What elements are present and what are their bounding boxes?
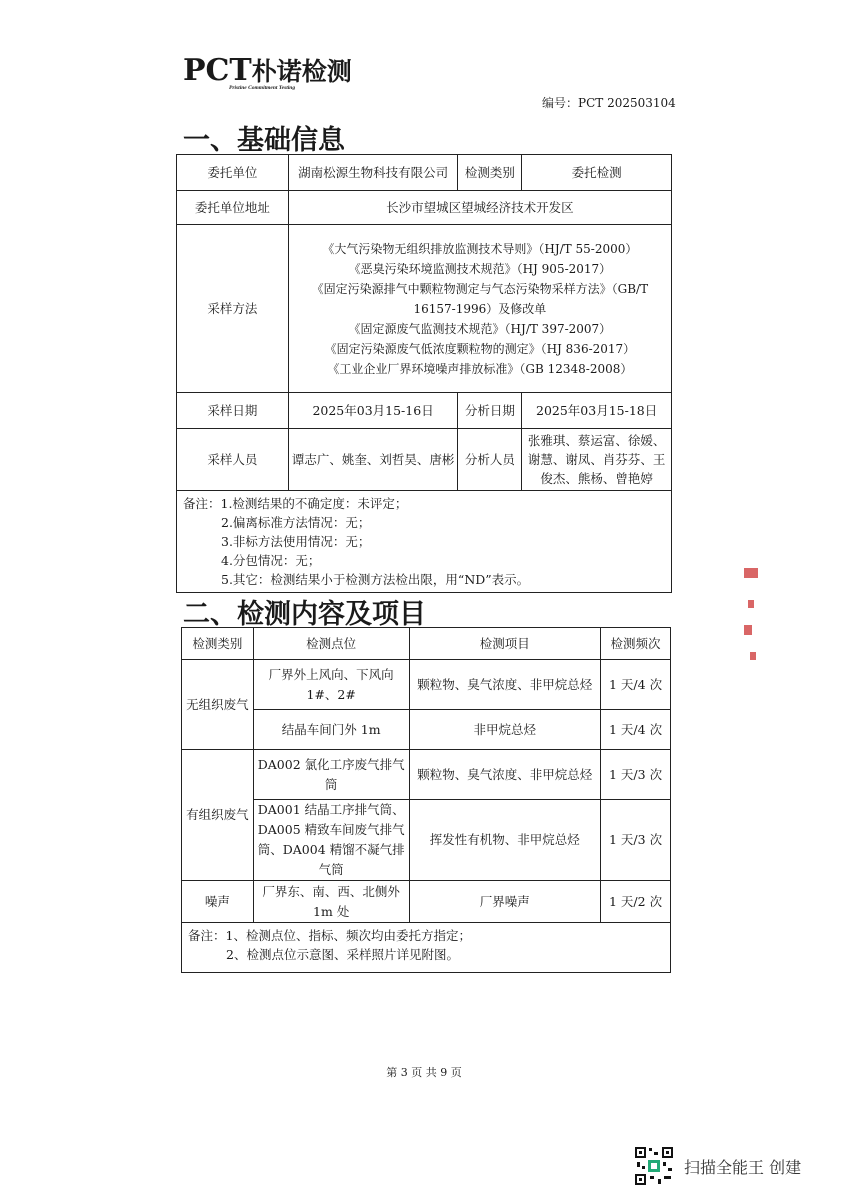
table-row — [182, 750, 671, 800]
test-content-table — [181, 627, 671, 973]
item-cell: 非甲烷总烃 — [409, 710, 601, 750]
method-item: 《工业企业厂界环境噪声排放标准》（GB 12348-2008） — [327, 361, 633, 376]
section2-notes: 备注：1、检测点位、指标、频次均由委托方指定； 2、检测点位示意图、采样照片详见附图。 — [182, 923, 671, 973]
table-row — [182, 660, 671, 710]
address-label: 委托单位地址 — [177, 191, 289, 225]
item-cell: 颗粒物、臭气浓度、非甲烷总烃 — [409, 750, 601, 800]
frequency-cell: 1 天/3 次 — [601, 800, 671, 881]
sampler-label: 采样人员 — [177, 429, 289, 491]
logo-latin: PCT — [183, 53, 252, 88]
item-cell: 颗粒物、臭气浓度、非甲烷总烃 — [409, 660, 601, 710]
seal-mark — [750, 652, 756, 660]
method-item: 《固定源废气监测技术规范》（HJ/T 397-2007） — [348, 321, 612, 336]
method-item: 《大气污染物无组织排放监测技术导则》（HJ/T 55-2000） — [322, 241, 638, 256]
frequency-cell: 1 天/4 次 — [601, 660, 671, 710]
point-cell: 结晶车间门外 1m — [253, 710, 409, 750]
method-item: 16157-1996）及修改单 — [413, 301, 547, 316]
sample-date-label: 采样日期 — [177, 393, 289, 429]
header-frequency: 检测频次 — [601, 628, 671, 660]
method-item: 《固定污染源排气中颗粒物测定与气态污染物采样方法》（GB/T — [311, 281, 649, 296]
sample-date-value: 2025年03月15-16日 — [288, 393, 458, 429]
scanner-watermark: 扫描全能王 创建 — [684, 1158, 802, 1177]
seal-mark — [748, 600, 754, 608]
client-label: 委托单位 — [177, 155, 289, 191]
qr-code-icon — [634, 1146, 674, 1186]
header-item: 检测项目 — [409, 628, 601, 660]
table-row — [182, 881, 671, 923]
analyst-value: 张雅琪、蔡运富、徐媛、 谢慧、谢凤、肖芬芬、王 俊杰、熊杨、曾艳婷 — [522, 429, 672, 491]
header-point: 检测点位 — [253, 628, 409, 660]
point-cell: 厂界外上风向、下风向 1#、2# — [253, 660, 409, 710]
analyst-label: 分析人员 — [458, 429, 522, 491]
type-label: 检测类别 — [458, 155, 522, 191]
client-value: 湖南松源生物科技有限公司 — [288, 155, 458, 191]
point-cell: DA001 结晶工序排气筒、DA005 精致车间废气排气筒、DA004 精馏不凝气排气筒 — [253, 800, 409, 881]
method-list — [288, 225, 671, 393]
method-item: 《恶臭污染环境监测技术规范》（HJ 905-2017） — [348, 261, 612, 276]
document-number: 编号：PCT 202503104 — [542, 96, 676, 110]
item-cell: 厂界噪声 — [409, 881, 601, 923]
method-item: 《固定污染源废气低浓度颗粒物的测定》（HJ 836-2017） — [324, 341, 636, 356]
logo-chinese: 朴诺检测 — [251, 57, 352, 86]
section1-notes: 备注：1.检测结果的不确定度：未评定； 2.偏离标准方法情况：无； 3.非标方法使用情况：无； 4.分包情况：无； 5.其它：检测结果小于检测方法检出限，用“ND”表示。 — [177, 491, 672, 593]
seal-mark — [744, 625, 752, 635]
basic-info-table — [176, 154, 672, 593]
frequency-cell: 1 天/3 次 — [601, 750, 671, 800]
category-cell: 有组织废气 — [182, 750, 254, 881]
section2-title: 二、检测内容及项目 — [183, 599, 426, 630]
category-cell: 无组织废气 — [182, 660, 254, 750]
point-cell: DA002 氯化工序废气排气筒 — [253, 750, 409, 800]
logo-subtitle: Pristine Commitment Testing — [229, 85, 296, 91]
frequency-cell: 1 天/2 次 — [601, 881, 671, 923]
item-cell: 挥发性有机物、非甲烷总烃 — [409, 800, 601, 881]
table-row — [182, 710, 671, 750]
sampler-value: 谭志广、姚奎、刘哲昊、唐彬 — [288, 429, 458, 491]
frequency-cell: 1 天/4 次 — [601, 710, 671, 750]
table-row — [182, 800, 671, 881]
section1-title: 一、基础信息 — [183, 125, 345, 156]
analysis-date-value: 2025年03月15-18日 — [522, 393, 672, 429]
analysis-date-label: 分析日期 — [458, 393, 522, 429]
type-value: 委托检测 — [522, 155, 672, 191]
method-label: 采样方法 — [177, 225, 289, 393]
header-category: 检测类别 — [182, 628, 254, 660]
seal-mark — [744, 568, 758, 578]
category-cell: 噪声 — [182, 881, 254, 923]
address-value: 长沙市望城区望城经济技术开发区 — [288, 191, 671, 225]
point-cell: 厂界东、南、西、北侧外 1m 处 — [253, 881, 409, 923]
page-number: 第 3 页 共 9 页 — [386, 1066, 462, 1079]
